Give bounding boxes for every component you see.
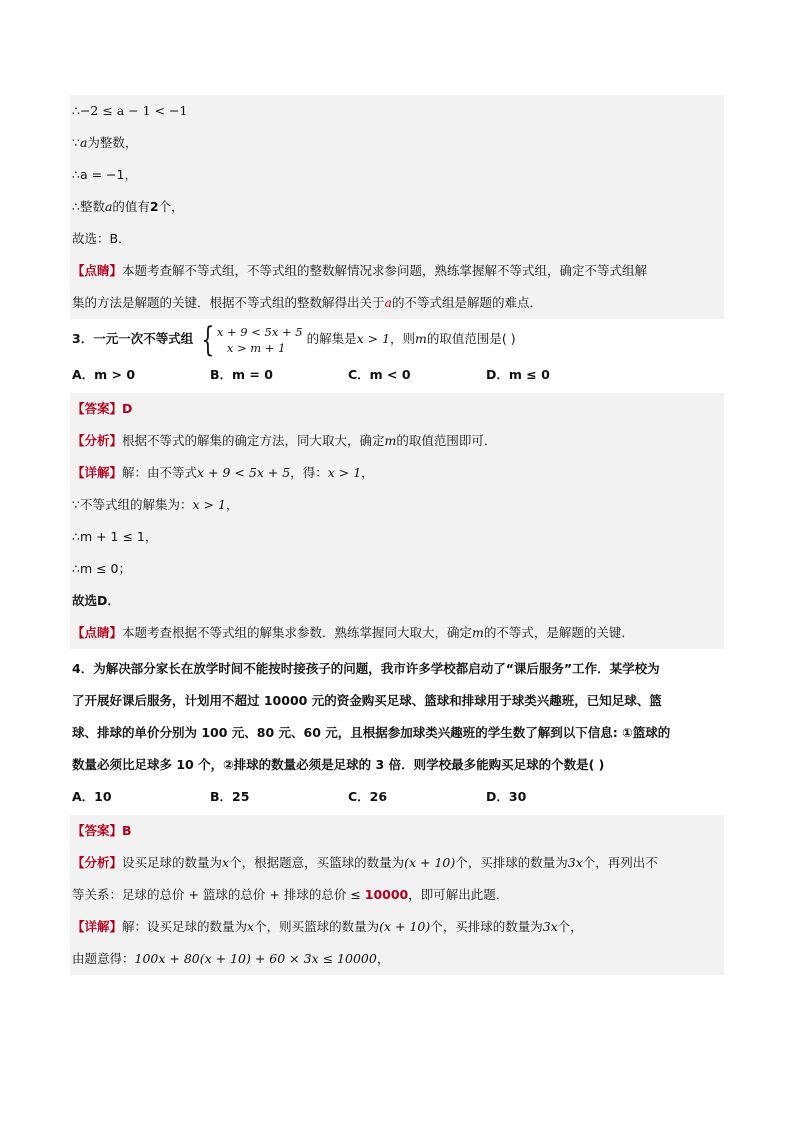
note-tag: 【点睛】 (72, 263, 123, 278)
document-page (70, 95, 724, 975)
note-line: 集的方法是解题的关键．根据不等式组的整数解得出关于a的不等式组是解题的难点． (72, 295, 542, 310)
detail-line: 【详解】解：设买足球的数量为x个，则买篮球的数量为(x + 10)个，买排球的数量为3x个， (72, 919, 583, 934)
option-a[interactable]: A．m > 0 (72, 367, 136, 382)
step-line: ∴m + 1 ≤ 1， (72, 529, 158, 544)
q4-options (70, 781, 724, 813)
option-d[interactable]: D．m ≤ 0 (486, 367, 550, 382)
answer-line: 【答案】D (72, 401, 133, 416)
because-symbol: ∵ (72, 135, 80, 150)
option-c[interactable]: C．m < 0 (348, 367, 411, 382)
analysis-line: 【分析】设买足球的数量为x个，根据题意，买篮球的数量为(x + 10)个，买排球的数量为3x个，再列出不 (72, 855, 658, 870)
question-3: 3．一元一次不等式组 { x + 9 < 5x + 5 x > m + 1 的解集是x > 1，则m的取值范围是( ) (72, 319, 516, 360)
q4-solution-block (70, 815, 724, 975)
q3-options (70, 359, 724, 391)
option-b[interactable]: B．m = 0 (210, 367, 273, 382)
note-line: 【点睛】本题考查解不等式组，不等式组的整数解情况求参问题，熟练掌握解不等式组，确定不等式组解 (72, 263, 648, 278)
question-4 (70, 653, 724, 781)
system-line-2: x > m + 1 (226, 340, 286, 355)
step-line: ∴m ≤ 0； (72, 561, 132, 576)
option-c[interactable]: C．26 (348, 789, 388, 804)
q2-solution-block (70, 95, 724, 319)
step-line: 故选D． (72, 593, 120, 608)
question-line: 数量必须比足球多 10 个，②排球的数量必须是足球的 3 倍．则学校最多能购买足球的个数是( ) (72, 757, 605, 772)
step-line: ∵不等式组的解集为：x > 1， (72, 497, 239, 512)
step-line: ∵a为整数， (72, 135, 138, 150)
brace: { (201, 319, 215, 360)
question-line: 了开展好课后服务，计划用不超过 10000 元的资金购买足球、篮球和排球用于球类兴趣班，已知足球、篮 (72, 693, 662, 708)
q3-solution-block (70, 393, 724, 649)
analysis-line: 【分析】根据不等式的解集的确定方法，同大取大，确定m的取值范围即可． (72, 433, 497, 448)
step-line: ∴整数a的值有2个， (72, 199, 184, 214)
question-line: 球、排球的单价分别为 100 元、80 元、60 元，且根据参加球类兴趣班的学生数了解到以下信息: ①篮球的 (72, 725, 671, 740)
system-line-1: x + 9 < 5x + 5 (216, 324, 303, 339)
step-line: ∴a = −1， (72, 167, 137, 182)
equation-line: 由题意得：100x + 80(x + 10) + 60 × 3x ≤ 10000， (72, 951, 390, 966)
answer-line: 【答案】B (72, 823, 132, 838)
analysis-line: 等关系：足球的总价 + 篮球的总价 + 排球的总价 ≤ 10000，即可解出此题． (72, 887, 509, 902)
option-b[interactable]: B．25 (210, 789, 250, 804)
inequality-system (197, 319, 303, 360)
step-line: ∴−2 ≤ a − 1 < −1 (72, 103, 188, 118)
note-line: 【点睛】本题考查根据不等式组的解集求参数．熟练掌握同大取大，确定m的不等式，是解题的关键． (72, 625, 634, 640)
step-line: 故选：B． (72, 231, 131, 246)
question-line: 4．为解决部分家长在放学时间不能按时接孩子的问题，我市许多学校都启动了“课后服务”工作．某学校为 (72, 661, 660, 676)
option-d[interactable]: D．30 (486, 789, 527, 804)
detail-line: 【详解】解：由不等式x + 9 < 5x + 5，得：x > 1， (72, 465, 374, 480)
option-a[interactable]: A．10 (72, 789, 112, 804)
